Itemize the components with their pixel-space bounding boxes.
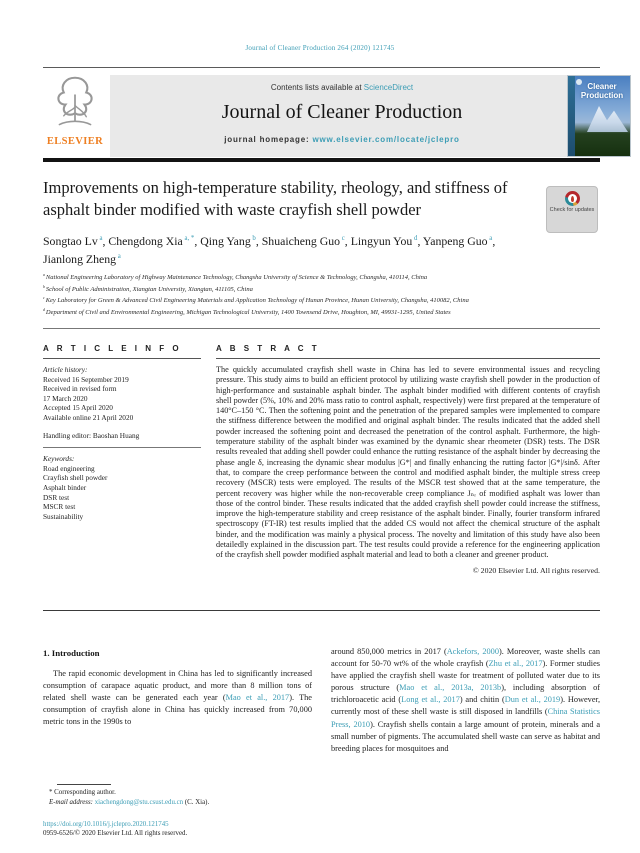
introduction-section bbox=[43, 646, 600, 755]
masthead bbox=[43, 74, 624, 158]
history-line: Accepted 15 April 2020 bbox=[43, 403, 113, 413]
text-segment: , Lingyun You bbox=[344, 233, 413, 248]
link-text[interactable]: Mao et al., 2013a, 2013b bbox=[399, 683, 502, 693]
text-segment: ). Former studies have applied the crayfish shell waste for treatment of polluted water due to its porous structure ( bbox=[331, 659, 600, 693]
divider bbox=[43, 328, 600, 329]
affiliations bbox=[43, 271, 600, 317]
text-segment: , Qing Yang bbox=[194, 233, 251, 248]
affiliation-text: National Engineering Laboratory of Highway Maintenance Technology, Changsha University of Science & Technology, Changsha, 410114, China bbox=[45, 274, 428, 282]
text-segment: d bbox=[412, 235, 418, 242]
text-segment: b bbox=[250, 235, 256, 242]
intro-left-column bbox=[43, 646, 312, 755]
intro-paragraph-right bbox=[331, 646, 600, 755]
cover-title: Cleaner Production bbox=[580, 82, 624, 100]
divider bbox=[43, 447, 201, 448]
affiliation-sup: d bbox=[43, 307, 46, 312]
text-segment: The rapid economic development in China has led to significantly increased consumption of carapace aquatic product, and more than 8 million tons of related shell waste can be generated each year ( bbox=[43, 669, 312, 703]
section-heading-introduction: 1. Introduction bbox=[43, 648, 100, 658]
intro-paragraph-left bbox=[43, 668, 312, 728]
affiliation-sup: a bbox=[43, 273, 46, 277]
text-segment: ), including absorption of trichloroacetic acid ( bbox=[331, 683, 600, 705]
homepage-line bbox=[110, 135, 574, 144]
contents-prefix: Contents lists available at bbox=[270, 83, 364, 92]
affiliation-sup: b bbox=[43, 284, 46, 289]
handling-editor: Handling editor: Baoshan Huang bbox=[43, 430, 140, 440]
cover-spine bbox=[568, 76, 575, 156]
text-segment: ). Crayfish shells contain a large amount of protein, minerals and a small number of pigments. The accumulated shell waste can serve as habitat and breeding places for mosquitoes and bbox=[331, 719, 601, 753]
affiliation-text: Key Laboratory for Green & Advanced Civil Engineering Materials and Application Technology of Hunan Province, Hunan University, Changsha, 410082, China bbox=[45, 297, 469, 305]
intro-right-column bbox=[331, 646, 600, 755]
check-badge-label: Check for updates bbox=[549, 207, 595, 213]
link-text[interactable]: Dun et al., 2019 bbox=[504, 695, 561, 705]
doi-link[interactable]: https://doi.org/10.1016/j.jclepro.2020.121745 bbox=[43, 821, 169, 828]
divider bbox=[43, 610, 600, 611]
affiliation bbox=[43, 294, 600, 306]
page-title: Improvements on high-temperature stability, rheology, and stiffness of asphalt binder modified with waste crayfish shell powder bbox=[43, 178, 508, 219]
cover-mountain-art bbox=[578, 106, 628, 132]
elsevier-logo bbox=[43, 74, 107, 158]
keyword: Crayfish shell powder bbox=[43, 473, 108, 483]
text-segment: Songtao Lv bbox=[43, 233, 98, 248]
link-text[interactable]: xiachengdong@stu.csust.edu.cn bbox=[94, 798, 184, 806]
sciencedirect-link[interactable]: ScienceDirect bbox=[363, 83, 414, 92]
homepage-link[interactable]: www.elsevier.com/locate/jclepro bbox=[312, 135, 460, 144]
footnote-email-line bbox=[49, 798, 313, 808]
link-text[interactable]: Zhu et al., 2017 bbox=[488, 659, 543, 669]
contents-line bbox=[110, 83, 574, 92]
text-segment: E-mail address: bbox=[49, 798, 95, 806]
affiliation-text: School of Public Administration, Xiangtan University, Xiangtan, 411105, China bbox=[45, 285, 253, 293]
info-abstract-section bbox=[43, 340, 600, 575]
divider bbox=[43, 358, 201, 359]
text-segment: , Shuaicheng Guo bbox=[255, 233, 341, 248]
text-segment: c bbox=[340, 235, 345, 242]
text-segment: ). The consumption of crayfish alone in China has quickly increased from 70,000 metric tons in the 1990s to bbox=[43, 693, 312, 727]
history-line: Received in revised form bbox=[43, 384, 117, 394]
divider bbox=[43, 67, 600, 68]
affiliation bbox=[43, 306, 600, 318]
article-info-heading: A R T I C L E I N F O bbox=[43, 344, 182, 353]
abstract-column bbox=[216, 340, 600, 575]
check-for-updates-button[interactable] bbox=[546, 186, 598, 233]
keywords-label: Keywords: bbox=[43, 454, 75, 464]
author-list bbox=[43, 231, 513, 268]
divider bbox=[216, 358, 600, 359]
journal-title: Journal of Cleaner Production bbox=[221, 101, 463, 123]
divider-thick bbox=[43, 158, 600, 162]
text-segment: , Yanpeng Guo bbox=[417, 233, 488, 248]
link-text[interactable]: China Statistics Press, 2010 bbox=[331, 707, 600, 729]
history-line: 17 March 2020 bbox=[43, 393, 88, 403]
text-segment: ) and chitin ( bbox=[459, 695, 505, 705]
journal-cover-thumbnail bbox=[567, 75, 631, 157]
keyword: Sustainability bbox=[43, 511, 84, 521]
abstract-heading: A B S T R A C T bbox=[216, 344, 320, 353]
abstract-text: The quickly accumulated crayfish shell waste in China has led to severe environmental issues and recycling pressure. This study aims to build an efficient protocol by utilizing waste crayfish shell powder in the production of high-performance and sustainable asphalt binder. The asphalt binder modified with different contents of crayfish shell powder (5%, 10% and 20% mass ratio to control asphalt, respectively) were first prepared at the temperature of 140°C–150 °C. Then the softening point and the penetration of the prepared samples were implemented to compare the stiffness difference between the modified and original asphalt binder. The results indicated that the added shell powder increased the softening point and decreased the penetration of the control asphalt. Furthermore, the high-temperature stability of the asphalt binder was examined by the dynamic shear rheometer (DSR) tests. The DSR results revealed that adding shell powder could enhance the rutting resistance of the asphalt binder by decreasing the phase angle δ, increasing the dynamic shear modulus |G*| and finally enhancing the rutting factor |G*|/sinδ. After that, to compare the creep performance between the control and modified asphalt binder, the multiple stress creep recovery (MSCR) tests were employed. The results of the MSCR test showed that at the same temperature, the percent recovery was higher while the non-recoverable creep compliance Jₙᵣ of modified asphalt was lower than those of the control binder. These results indicated that the added crayfish shell powder could increase the stiffness, improve the high-temperature stability and creep resistance of the asphalt binder. Finally, fourier transform infrared spectroscopy (FT-IR) test results implied that the added CS would not affect the chemical structure of the asphalt binder, and the modification was mainly a physical process. The novelty and limitation of this study have also been detailedly explained in the discussion part. The test results could provide a reference for the engineering application of the crayfish shell powder modified asphalt material and lead to both a cleaner and greener product. bbox=[216, 365, 600, 560]
history-line: Available online 21 April 2020 bbox=[43, 412, 134, 422]
affiliation-text: Department of Civil and Environmental Engineering, Michigan Technological University, 1400 Townsend Drive, Houghton, MI, 49931-1295, United States bbox=[45, 308, 451, 316]
history-label: Article history: bbox=[43, 365, 88, 374]
link-text[interactable]: Mao et al., 2017 bbox=[225, 693, 290, 703]
text-segment: a bbox=[487, 235, 493, 242]
affiliation-sup: c bbox=[43, 296, 46, 301]
keyword: Road engineering bbox=[43, 463, 95, 473]
issn-line: 0959-6526/© 2020 Elsevier Ltd. All rights reserved. bbox=[43, 830, 188, 838]
text-segment: (C. Xia). bbox=[183, 798, 210, 806]
text-segment: a bbox=[97, 235, 103, 242]
history-line: Received 16 September 2019 bbox=[43, 374, 129, 384]
link-text[interactable]: Long et al., 2017 bbox=[401, 695, 460, 705]
keyword: MSCR test bbox=[43, 502, 76, 512]
text-segment: a bbox=[116, 253, 121, 261]
link-text[interactable]: Ackefors, 2000 bbox=[446, 647, 499, 656]
text-segment: ). Moreover, waste shells can account for 50-70 wt% of the whole crayfish ( bbox=[331, 647, 600, 669]
corresponding-author-footnote bbox=[43, 784, 313, 807]
keyword: DSR test bbox=[43, 492, 70, 502]
elsevier-wordmark: ELSEVIER bbox=[46, 136, 104, 147]
text-segment: , Chengdong Xia bbox=[102, 233, 183, 248]
keyword: Asphalt binder bbox=[43, 482, 87, 492]
text-segment: , Jianlong Zheng bbox=[43, 233, 496, 267]
text-segment: ). However, currently most of these shell waste is still disposed in landfills ( bbox=[331, 695, 601, 717]
footnote-line: * Corresponding author. bbox=[49, 789, 116, 796]
journal-header-box bbox=[110, 75, 624, 157]
text-segment: around 850,000 metrics in 2017 ( bbox=[331, 647, 447, 656]
footnote-divider bbox=[57, 784, 111, 785]
crossmark-icon bbox=[565, 191, 580, 206]
elsevier-tree-icon bbox=[49, 74, 101, 130]
affiliation bbox=[43, 271, 600, 283]
page-footer bbox=[43, 820, 343, 838]
affiliation bbox=[43, 283, 600, 295]
homepage-prefix: journal homepage: bbox=[224, 135, 313, 144]
running-head: Journal of Cleaner Production 264 (2020) 121745 bbox=[245, 44, 395, 52]
copyright-line: © 2020 Elsevier Ltd. All rights reserved. bbox=[472, 565, 600, 575]
article-info-column bbox=[43, 340, 201, 575]
crossmark-drop bbox=[571, 196, 574, 202]
text-segment: a, * bbox=[182, 235, 195, 242]
